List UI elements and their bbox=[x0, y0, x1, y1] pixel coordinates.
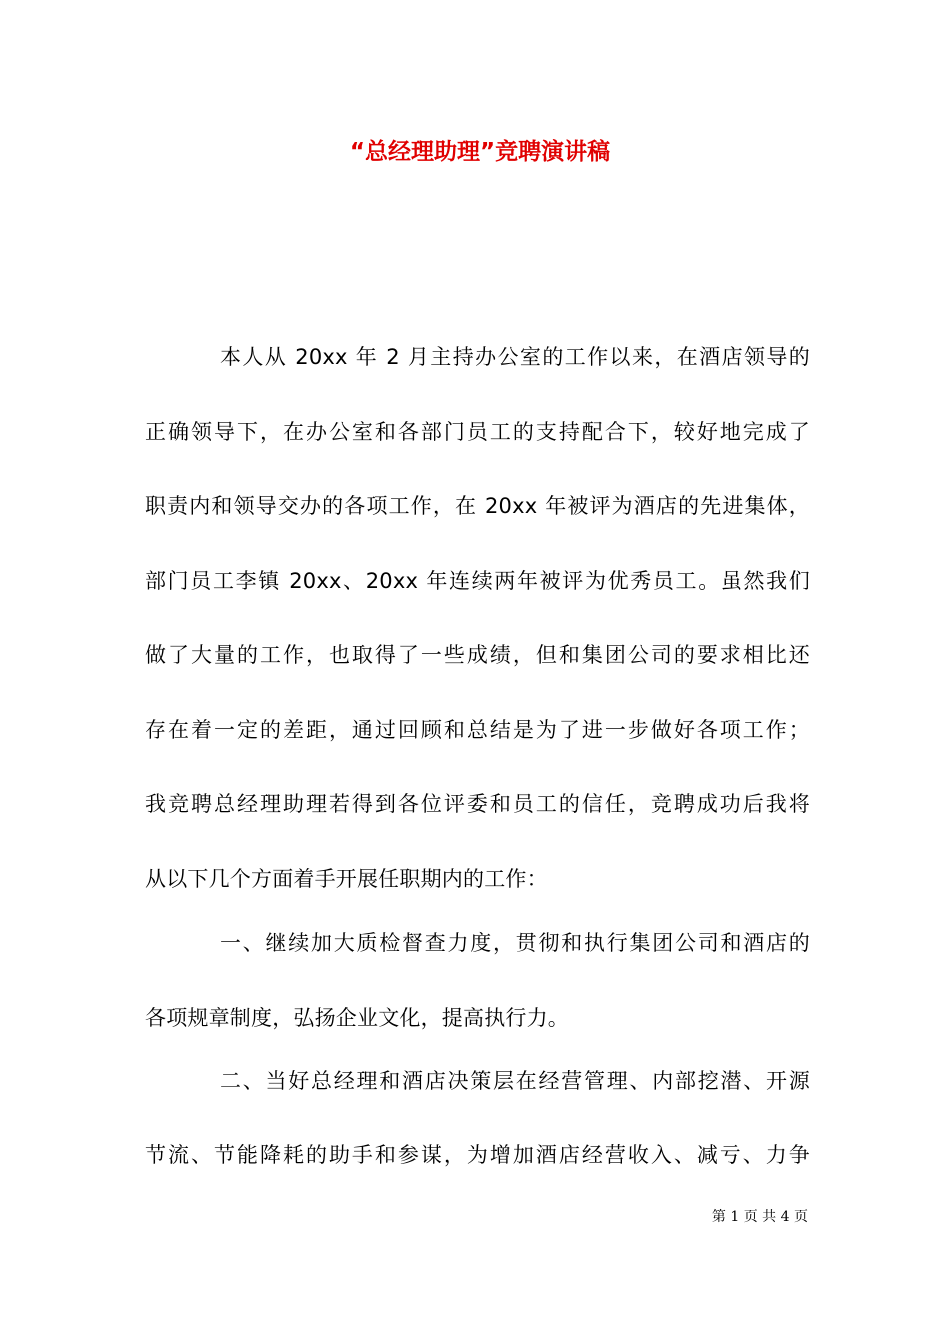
list-item-line: 二、当好总经理和酒店决策层在经营管理、内部挖潜、开源 bbox=[220, 1069, 810, 1093]
paragraph-line: 做了大量的工作，也取得了一些成绩，但和集团公司的要求相比还 bbox=[145, 643, 810, 667]
paragraph-line: 我竞聘总经理助理若得到各位评委和员工的信任，竞聘成功后我将 bbox=[145, 792, 810, 816]
paragraph-line: 从以下几个方面着手开展任职期内的工作： bbox=[145, 867, 548, 891]
page-title: “总经理助理”竞聘演讲稿 bbox=[349, 139, 611, 165]
page-indicator: 第 1 页 共 4 页 bbox=[711, 1209, 808, 1225]
list-item-line: 一、继续加大质检督查力度，贯彻和执行集团公司和酒店的 bbox=[220, 931, 810, 955]
list-item-line: 节流、节能降耗的助手和参谋，为增加酒店经营收入、减亏、力争 bbox=[145, 1143, 810, 1167]
list-item-line: 各项规章制度，弘扬企业文化，提高执行力。 bbox=[145, 1006, 569, 1030]
paragraph-line: 职责内和领导交办的各项工作，在 20xx 年被评为酒店的先进集体， bbox=[145, 494, 810, 518]
paragraph-line: 部门员工李镇 20xx、20xx 年连续两年被评为优秀员工。虽然我们 bbox=[145, 569, 810, 593]
paragraph-line: 存在着一定的差距，通过回顾和总结是为了进一步做好各项工作； bbox=[145, 718, 810, 742]
paragraph-line: 正确领导下，在办公室和各部门员工的支持配合下，较好地完成了 bbox=[145, 420, 810, 444]
paragraph-line: 本人从 20xx 年 2 月主持办公室的工作以来，在酒店领导的 bbox=[220, 345, 810, 369]
